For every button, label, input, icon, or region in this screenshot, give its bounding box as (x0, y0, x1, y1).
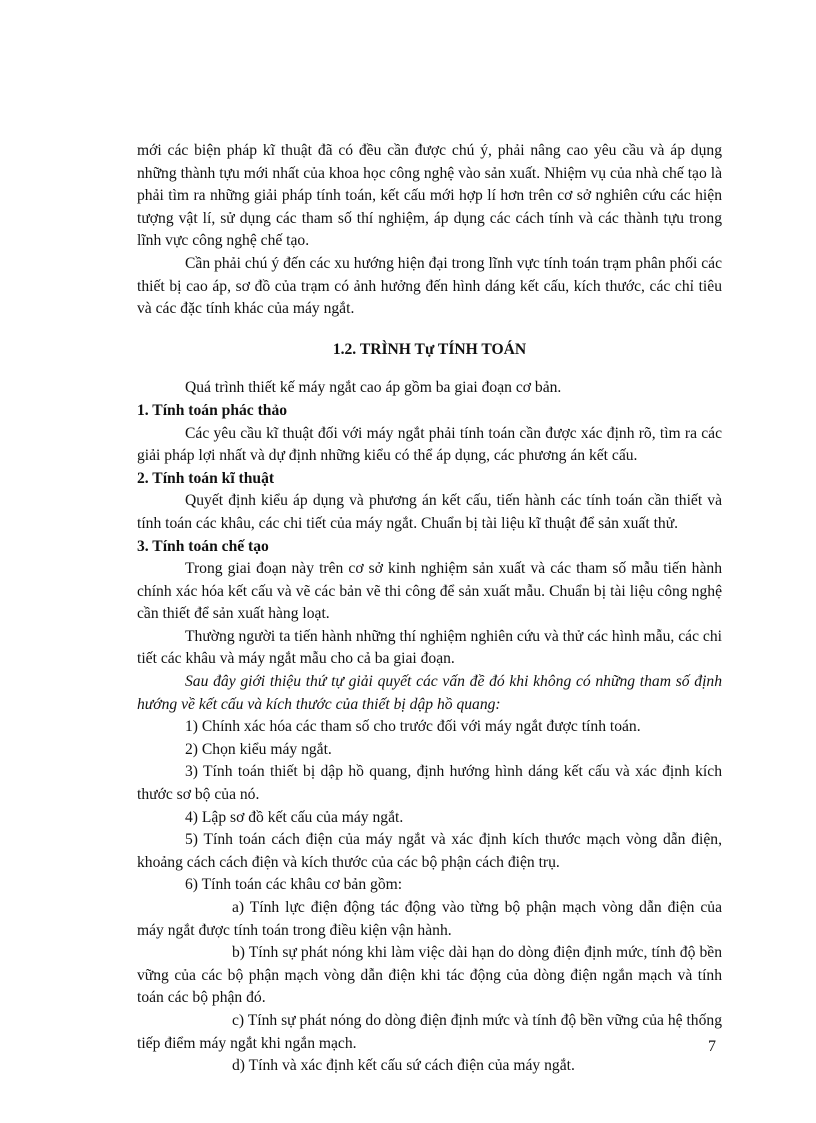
experiments-paragraph: Thường người ta tiến hành những thí nghiệm nghiên cứu và thử các hình mẫu, các chi tiết các khâu và máy ngắt mẫu cho cả ba giai đoạn. (137, 627, 722, 668)
stage-1-text: Các yêu cầu kĩ thuật đối với máy ngắt phải tính toán cần được xác định rõ, tìm ra các giải pháp lợi nhất và dự định những kiểu có thể áp dụng, các phương án kết cấu. (137, 424, 722, 465)
step-1: 1) Chính xác hóa các tham số cho trước đối với máy ngắt được tính toán. (185, 718, 641, 736)
section-heading: 1.2. TRÌNH Tự TÍNH TOÁN (332, 340, 527, 358)
step-5: 5) Tính toán cách điện của máy ngắt và xác định kích thước mạch vòng dẫn điện, khoảng cách cách điện và kích thước của các bộ phận cách điện trụ. (137, 831, 722, 871)
step-6: 6) Tính toán các khâu cơ bản gồm: (185, 876, 403, 894)
procedure-intro: Sau đây giới thiệu thứ tự giải quyết các vấn đề đó khi không có những tham số định hướng về kết cấu và kích thước của thiết bị dập hồ quang: (137, 673, 722, 713)
stage-2-title: 2. Tính toán kĩ thuật (137, 469, 275, 487)
step-2: 2) Chọn kiểu máy ngắt. (185, 740, 332, 758)
document-body (137, 140, 722, 1078)
step-3: 3) Tính toán thiết bị dập hồ quang, định hướng hình dáng kết cấu và xác định kích thước sơ bộ của nó. (137, 763, 722, 804)
intro-paragraph-1: mới các biện pháp kĩ thuật đã có đều cần được chú ý, phải nâng cao yêu cầu và áp dụng những thành tựu mới nhất của khoa học công nghệ vào sản xuất. Nhiệm vụ của nhà chế tạo là phải tìm ra những giải pháp tính toán, kết cấu mới hợp lí hơn trên cơ sở nghiên cứu các hiện tượng vật lí, sử dụng các tham số thí nghiệm, áp dụng các cách tính và các thành tựu trong lĩnh vực công nghệ chế tạo. (137, 142, 722, 250)
page-number: 7 (708, 1038, 716, 1055)
stage-3-text: Trong giai đoạn này trên cơ sở kinh nghiệm sản xuất và các tham số mẫu tiến hành chính xác hóa kết cấu và vẽ các bản vẽ thi công để sản xuất mẫu. Chuẩn bị tài liệu công nghệ cần thiết để sản xuất hàng loạt. (137, 560, 722, 623)
substep-a: a) Tính lực điện động tác động vào từng bộ phận mạch vòng dẫn điện của máy ngắt được tính toán trong điều kiện vận hành. (137, 899, 722, 939)
stage-3-title: 3. Tính toán chế tạo (137, 537, 269, 555)
stage-1-title: 1. Tính toán phác thảo (137, 401, 288, 419)
section-lead: Quá trình thiết kế máy ngắt cao áp gồm ba giai đoạn cơ bản. (185, 379, 562, 397)
substep-b: b) Tính sự phát nóng khi làm việc dài hạn do dòng điện định mức, tính độ bền vững của các bộ phận mạch vòng dẫn điện khi tác động của dòng điện ngắn mạch và tính toán các bộ phận đó. (137, 944, 722, 1007)
substep-c: c) Tính sự phát nóng do dòng điện định mức và tính độ bền vững của hệ thống tiếp điểm máy ngắt khi ngắn mạch. (137, 1011, 722, 1052)
step-4: 4) Lập sơ đồ kết cấu của máy ngắt. (185, 808, 404, 826)
intro-paragraph-2: Cần phải chú ý đến các xu hướng hiện đại trong lĩnh vực tính toán trạm phân phối các thiết bị cao áp, sơ đồ của trạm có ảnh hưởng đến hình dáng kết cấu, kích thước, các chỉ tiêu và các đặc tính khác của máy ngắt. (137, 254, 722, 318)
substep-d: d) Tính và xác định kết cấu sứ cách điện của máy ngắt. (232, 1057, 575, 1075)
stage-2-text: Quyết định kiểu áp dụng và phương án kết cấu, tiến hành các tính toán cần thiết và tính toán các khâu, các chi tiết của máy ngắt. Chuẩn bị tài liệu kĩ thuật để sản xuất thử. (137, 492, 722, 532)
